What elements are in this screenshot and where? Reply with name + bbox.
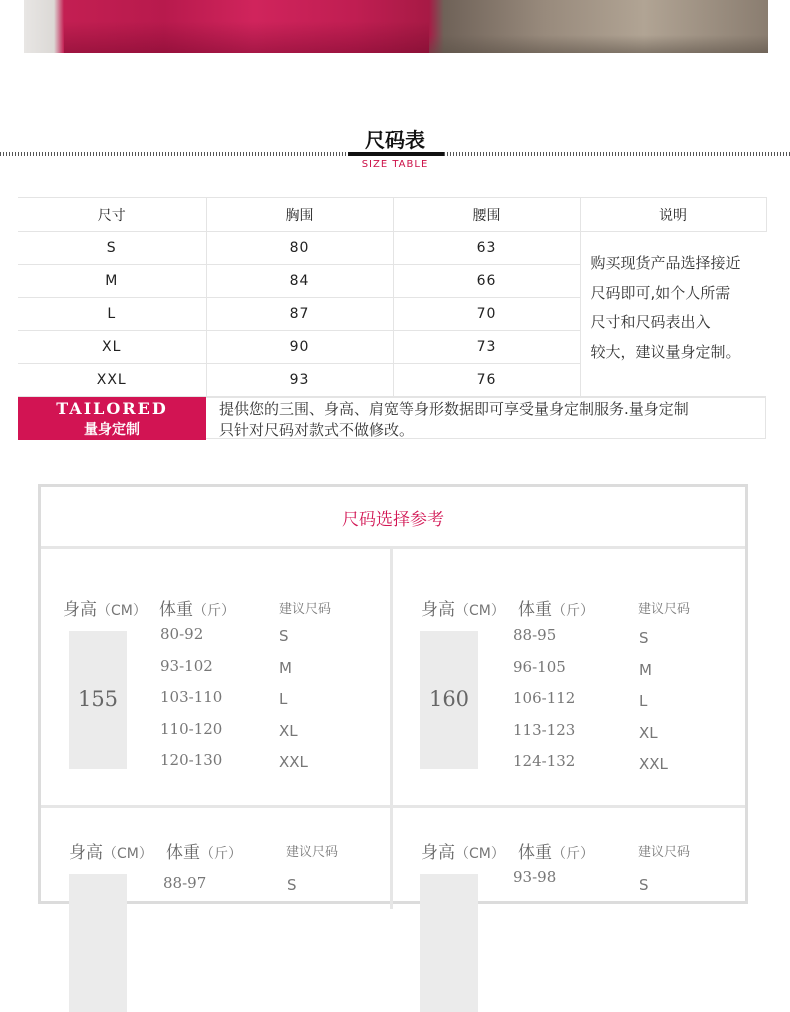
note-line: 购买现货产品选择接近 [590,254,741,272]
weight-header [166,838,242,863]
weight-range: 113-123 [513,720,576,739]
weight-label: 体重 [518,600,552,620]
size-table-title: 尺码表 [365,128,425,152]
header-bust: 胸围 [206,198,393,232]
tailored-description [219,399,759,441]
suggested-size: XXL [279,753,308,771]
weight-range: 106-112 [513,689,576,707]
table-row [18,232,766,265]
product-photo [24,0,768,53]
weight-header [159,595,235,620]
height-label: 身高 [421,843,455,863]
height-unit: （CM） [103,846,153,862]
cell-waist: 66 [393,265,580,298]
weight-range: 93-102 [160,656,213,675]
cell-bust: 80 [206,232,393,265]
weight-unit: （斤） [193,603,235,619]
header-note: 说明 [580,198,766,232]
photo-floor [429,35,768,53]
reference-divider-horizontal [41,805,745,808]
suggested-size: S [287,876,297,894]
reference-cell [393,838,745,938]
height-value [69,874,127,1012]
size-column [279,627,308,785]
weight-label: 体重 [518,843,552,863]
cell-bust: 87 [206,298,393,331]
weight-unit: （斤） [200,846,242,862]
size-table-header-row [18,198,766,232]
tailored-banner [18,397,766,439]
weight-range: 80-92 [160,625,204,643]
weight-range: 110-120 [160,719,223,738]
cell-size: XXL [18,364,206,397]
height-value: 160 [420,631,478,769]
suggested-size: XL [279,721,298,740]
suggested-size: L [639,692,648,710]
weight-range: 124-132 [513,752,576,770]
height-header [421,838,505,863]
height-header [63,595,147,620]
header-size: 尺寸 [18,198,206,232]
height-header [69,838,153,863]
height-unit: （CM） [455,846,505,862]
tailored-badge-en: TAILORED [56,399,168,418]
size-column [639,876,649,908]
cell-bust: 93 [206,364,393,397]
weight-column [513,626,575,784]
weight-unit: （斤） [552,603,594,619]
tailored-text-line: 只针对尺码对款式不做修改。 [219,421,415,439]
weight-range: 93-98 [513,868,557,886]
weight-header [518,838,594,863]
cell-waist: 63 [393,232,580,265]
weight-column [160,625,222,783]
size-column [639,629,668,787]
note-line: 较大，建议量身定制。 [590,342,741,361]
suggested-size: S [639,876,649,894]
weight-column [163,874,206,906]
size-note [580,232,766,397]
height-unit: （CM） [97,603,147,619]
suggested-size: S [639,629,649,647]
note-line: 尺码即可,如个人所需 [590,283,731,302]
reference-cell [41,838,390,938]
reference-cell [41,595,390,795]
height-unit: （CM） [455,603,505,619]
height-label: 身高 [69,843,103,863]
weight-range: 103-110 [160,688,223,706]
weight-header [518,595,594,620]
suggested-size: M [639,660,652,679]
tailored-badge-cn: 量身定制 [84,422,140,438]
title-rule-center [348,152,444,156]
weight-range: 120-130 [160,751,223,769]
size-table [18,197,767,397]
cell-size: S [18,232,206,265]
cell-bust: 84 [206,265,393,298]
height-value [420,874,478,1012]
cell-waist: 73 [393,331,580,364]
size-reference-title: 尺码选择参考 [41,487,745,549]
title-rule-right [444,152,790,156]
size-header: 建议尺码 [638,602,691,617]
tailored-badge [18,397,206,440]
cell-waist: 76 [393,364,580,397]
photo-dress-shadow [64,0,429,53]
header-waist: 腰围 [393,198,580,232]
suggested-size: XXL [639,755,668,773]
title-rule-left [0,152,348,156]
weight-label: 体重 [166,843,200,863]
note-line: 尺寸和尺码表出入 [590,313,711,331]
weight-range: 88-95 [513,626,557,644]
size-table-subtitle: SIZE TABLE [361,159,429,170]
weight-label: 体重 [159,600,193,620]
height-header [421,595,505,620]
height-value: 155 [69,631,127,769]
cell-size: L [18,298,206,331]
size-header: 建议尺码 [286,845,339,860]
suggested-size: XL [639,723,658,742]
cell-waist: 70 [393,298,580,331]
weight-range: 88-97 [163,874,207,892]
cell-size: M [18,265,206,298]
suggested-size: S [279,627,289,645]
cell-bust: 90 [206,331,393,364]
weight-column [513,868,556,900]
size-reference-box [38,484,748,904]
size-header: 建议尺码 [279,602,332,617]
weight-range: 96-105 [513,657,566,676]
height-label: 身高 [63,600,97,620]
cell-size: XL [18,331,206,364]
weight-unit: （斤） [552,846,594,862]
size-header: 建议尺码 [638,845,691,860]
size-column [287,876,297,908]
reference-cell [393,595,745,795]
suggested-size: L [279,690,288,708]
height-label: 身高 [421,600,455,620]
tailored-text-line: 提供您的三围、身高、肩宽等身形数据即可享受量身定制服务.量身定制 [219,400,689,418]
suggested-size: M [279,658,292,677]
